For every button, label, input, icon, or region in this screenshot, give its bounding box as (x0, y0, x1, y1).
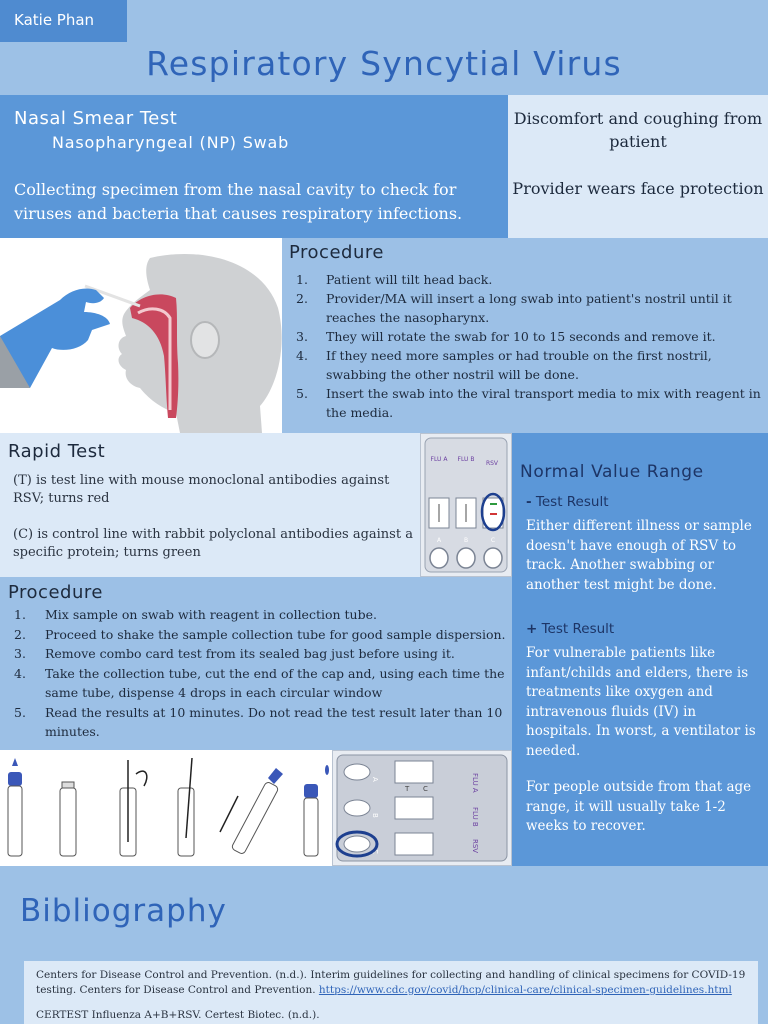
side-note-discomfort: Discomfort and coughing from patient (513, 109, 763, 151)
step-text: Proceed to shake the sample collection tube for good sample dispersion. (45, 626, 506, 642)
step-text: Remove combo card test from its sealed bag just before using it. (45, 646, 455, 661)
shake-arrow-icon (220, 796, 238, 832)
drop-icon (325, 765, 329, 775)
well-label-c: C (490, 537, 496, 544)
procedure-steps-2 (14, 605, 508, 742)
step-number: 2. (14, 626, 26, 642)
bibliography-entry-1 (36, 968, 750, 998)
step-number: 5. (14, 704, 26, 720)
step-number: 1. (296, 272, 308, 287)
test-card-image (420, 433, 512, 577)
step-text: Take the collection tube, cut the end of the cap and, using each time the same tube, dispense 4 drops in each circular window (45, 665, 505, 700)
procedure-steps-illustration (0, 750, 332, 866)
large-window-a (395, 761, 433, 783)
plus-icon: + (526, 621, 538, 637)
test-card-large-drawing (333, 751, 511, 865)
list-item (14, 703, 508, 742)
list-item (296, 327, 762, 346)
test-card-large-image (332, 750, 512, 866)
card-label-flu-a: FLU A (430, 456, 448, 463)
list-item (14, 664, 508, 703)
tube-cap-tip-1 (12, 758, 18, 766)
nasal-test-description: Collecting specimen from the nasal cavity to check for viruses and bacteria that causes respiratory infections. (14, 180, 463, 223)
rapid-test-c-line: (C) is control line with rabbit polyclonal antibodies against a specific protein; turns green (13, 527, 413, 560)
normal-range-title: Normal Value Range (520, 462, 704, 482)
step-text: Insert the swab into the viral transport media to mix with reagent in the media. (326, 386, 761, 420)
bibliography-entry-1-text: Centers for Disease Control and Prevention. (n.d.). Interim guidelines for collecting and handling of clinical specimens for COVID-19 testing. Centers for Disease Control and Prevention. (36, 969, 746, 996)
tube-2 (60, 788, 76, 856)
tube-5 (231, 781, 279, 855)
large-well-label-c: C (371, 849, 379, 854)
large-well-label-b: B (371, 813, 379, 818)
list-item (14, 644, 508, 664)
positive-result-text: For vulnerable patients like infant/childs and elders, there is treatments like oxygen and intravenous fluids (IV) in hospitals. In worst, a ventilator is needed. (526, 645, 756, 759)
large-window-c (395, 833, 433, 855)
nasal-swab-illustration (0, 238, 282, 433)
step-number: 2. (296, 291, 308, 306)
large-label-flu-b: FLU B (471, 807, 479, 827)
card-label-rsv: RSV (485, 460, 499, 467)
minus-icon: - (526, 494, 532, 510)
list-item (14, 625, 508, 645)
rapid-test-title: Rapid Test (8, 441, 106, 462)
step-number: 3. (296, 329, 308, 344)
sample-well-a (430, 548, 448, 568)
procedure-title-1: Procedure (289, 242, 384, 263)
side-note-protection: Provider wears face protection (512, 179, 764, 198)
negative-result-heading (526, 494, 609, 510)
large-sample-well-a (344, 764, 370, 780)
sample-well-b (457, 548, 475, 568)
sample-well-c (484, 548, 502, 568)
step-text: They will rotate the swab for 10 to 15 seconds and remove it. (326, 329, 716, 344)
steps-drawing (0, 750, 332, 866)
author-badge: Katie Phan (0, 0, 127, 42)
step-text: If they need more samples or had trouble on the first nostril, swabbing the other nostril will be done. (326, 348, 712, 382)
large-well-label-a: A (371, 777, 379, 782)
ear (191, 322, 219, 358)
large-label-flu-a: FLU A (471, 773, 479, 793)
procedure-steps-1 (296, 270, 762, 422)
step-number: 4. (14, 665, 26, 681)
tube-1 (8, 786, 22, 856)
negative-result-label: Test Result (535, 494, 609, 510)
step-number: 3. (14, 646, 26, 661)
procedure-title-2: Procedure (8, 582, 103, 603)
well-label-a: A (436, 537, 442, 544)
large-sample-well-b (344, 800, 370, 816)
list-item (296, 346, 762, 384)
tube-rim-2 (62, 782, 74, 788)
positive-result-heading (526, 621, 614, 637)
nasal-test-subtitle: Nasopharyngeal (NP) Swab (52, 133, 290, 152)
list-item (14, 605, 508, 625)
tube-cap-1 (8, 772, 22, 786)
list-item (296, 289, 762, 327)
negative-result-text: Either different illness or sample doesn't have enough of RSV to track. Another swabbing or another test might be done. (526, 518, 752, 593)
step-text: Patient will tilt head back. (326, 272, 493, 287)
recovery-text: For people outside from that age range, it will usually take 1-2 weeks to recover. (526, 779, 752, 834)
large-sample-well-c (344, 836, 370, 852)
step-number: 4. (296, 348, 308, 363)
nasal-test-title: Nasal Smear Test (14, 108, 178, 129)
page-title: Respiratory Syncytial Virus (146, 44, 622, 83)
large-line-label-t: T (405, 785, 410, 793)
positive-result-label: Test Result (541, 621, 615, 637)
tube-cap-5 (268, 768, 283, 784)
bibliography-entry-1-link[interactable]: https://www.cdc.gov/covid/hcp/clinical-care/clinical-specimen-guidelines.html (318, 984, 732, 996)
dropper-tube (304, 798, 318, 856)
step-text: Mix sample on swab with reagent in collection tube. (45, 607, 377, 622)
rotate-arrow-icon (136, 771, 147, 786)
large-label-rsv: RSV (471, 839, 479, 854)
list-item (296, 384, 762, 422)
dropper-cap (304, 784, 318, 798)
well-label-b: B (463, 537, 469, 544)
rapid-test-t-line: (T) is test line with mouse monoclonal antibodies against RSV; turns red (13, 473, 390, 506)
step-number: 5. (296, 386, 308, 401)
list-item (296, 270, 762, 289)
bibliography-title: Bibliography (20, 893, 227, 929)
step-number: 1. (14, 607, 26, 622)
card-label-flu-b: FLU B (457, 456, 475, 463)
step-text: Read the results at 10 minutes. Do not read the test result later than 10 minutes. (45, 704, 503, 739)
test-card-drawing (421, 434, 511, 576)
nasal-swab-drawing (0, 238, 282, 433)
step-text: Provider/MA will insert a long swab into patient's nostril until it reaches the nasopharynx. (326, 291, 732, 325)
large-window-b (395, 797, 433, 819)
tube-4 (178, 788, 194, 856)
bibliography-entry-2: CERTEST Influenza A+B+RSV. Certest Biotec. (n.d.). (36, 1009, 320, 1021)
large-line-label-c: C (423, 785, 428, 793)
